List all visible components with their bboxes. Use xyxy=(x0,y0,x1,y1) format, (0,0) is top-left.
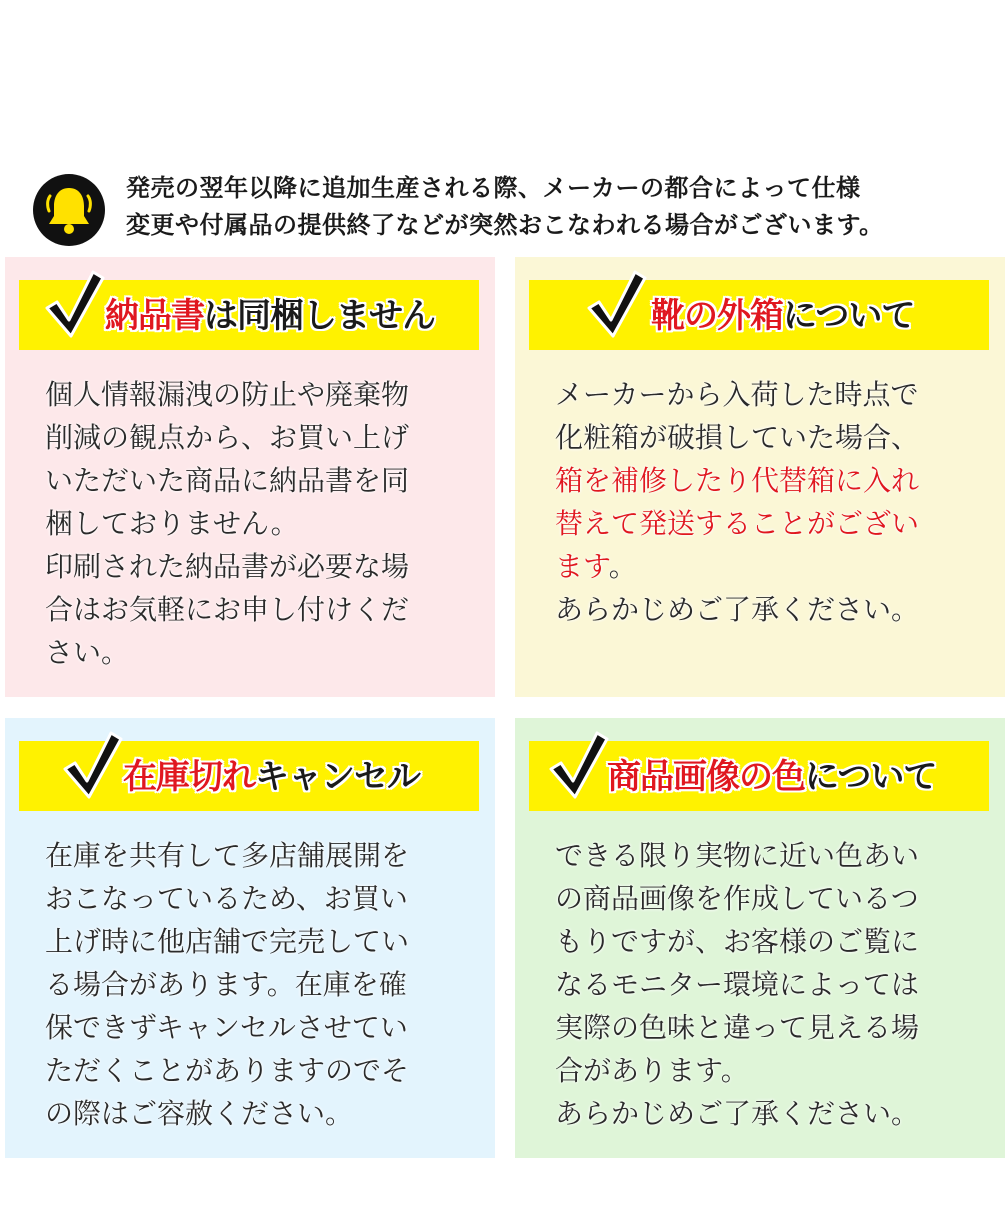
body-line: 個人情報漏洩の防止や廃棄物 xyxy=(45,378,410,411)
panel-title xyxy=(105,294,435,338)
panel-shoe-box xyxy=(515,257,1005,697)
body-line: の商品画像を作成しているつ xyxy=(555,882,919,915)
panel-title-highlight: 靴の外箱 xyxy=(651,296,783,336)
body-line: の際はご容赦ください。 xyxy=(45,1097,354,1130)
checkmark-icon xyxy=(43,268,105,340)
body-line: 合はお気軽にお申し付けくだ xyxy=(45,593,410,626)
panel-title xyxy=(607,755,936,799)
panel-banner xyxy=(19,280,479,350)
body-line: 梱しておりません。 xyxy=(45,507,299,540)
panel-body xyxy=(555,834,975,1135)
body-line: メーカーから入荷した時点で xyxy=(555,378,919,411)
panel-banner xyxy=(529,280,989,350)
body-line: 削減の観点から、お買い上げ xyxy=(45,421,410,454)
panel-title-highlight: 商品画像の色 xyxy=(607,757,805,797)
body-emphasis-tail: ます xyxy=(555,550,609,583)
panel-title xyxy=(651,294,914,338)
panel-body xyxy=(45,373,465,674)
panel-image-color xyxy=(515,718,1005,1158)
body-line: 保できずキャンセルさせてい xyxy=(45,1011,408,1044)
body-line: いただいた商品に納品書を同 xyxy=(45,464,410,497)
body-line: あらかじめご了承ください。 xyxy=(555,593,920,626)
panel-body xyxy=(555,373,975,631)
panel-title-rest: について xyxy=(805,757,937,797)
body-line: できる限り実物に近い色あい xyxy=(555,839,920,872)
body-line-emphasis: 箱を補修したり代替箱に入れ xyxy=(555,464,920,497)
body-line: おこなっているため、お買い xyxy=(45,882,408,915)
body-line: さい。 xyxy=(45,636,130,669)
checkmark-icon xyxy=(547,729,609,801)
panel-title xyxy=(123,755,420,799)
notice-text xyxy=(126,170,1006,244)
body-line: 合があります。 xyxy=(555,1054,749,1087)
notice-line: 変更や付属品の提供終了などが突然おこなわれる場合がございます。 xyxy=(126,211,884,239)
checkmark-icon xyxy=(61,729,123,801)
body-tail-rest: 。 xyxy=(608,550,637,583)
panel-title-rest: キャンセル xyxy=(255,757,420,797)
body-line: ただくことがありますのでそ xyxy=(45,1054,410,1087)
panel-title-highlight: 在庫切れ xyxy=(123,757,255,797)
body-line: あらかじめご了承ください。 xyxy=(555,1097,920,1130)
body-line: 在庫を共有して多店舗展開を xyxy=(45,839,410,872)
panel-title-rest: について xyxy=(783,296,915,336)
notice-line: 発売の翌年以降に追加生産される際、メーカーの都合によって仕様 xyxy=(126,174,861,202)
panel-out-of-stock xyxy=(5,718,495,1158)
body-line: 実際の色味と違って見える場 xyxy=(555,1011,920,1044)
panel-body xyxy=(45,834,465,1135)
panel-title-rest: は同梱しません xyxy=(204,296,435,336)
panel-delivery-note xyxy=(5,257,495,697)
body-line xyxy=(555,545,975,588)
panel-title-highlight: 納品書 xyxy=(105,296,204,336)
body-line: 化粧箱が破損していた場合、 xyxy=(555,421,920,454)
body-line: 印刷された納品書が必要な場 xyxy=(45,550,410,583)
body-line: もりですが、お客様のご覧に xyxy=(555,925,920,958)
notice-block xyxy=(30,168,1000,248)
panel-banner xyxy=(19,741,479,811)
panel-banner xyxy=(529,741,989,811)
body-line: る場合があります。在庫を確 xyxy=(45,968,407,1001)
body-line: なるモニター環境によっては xyxy=(555,968,920,1001)
body-line-emphasis: 替えて発送することがござい xyxy=(555,507,920,540)
checkmark-icon xyxy=(585,268,647,340)
bell-icon xyxy=(33,174,105,246)
body-line: 上げ時に他店舗で完売してい xyxy=(45,925,410,958)
